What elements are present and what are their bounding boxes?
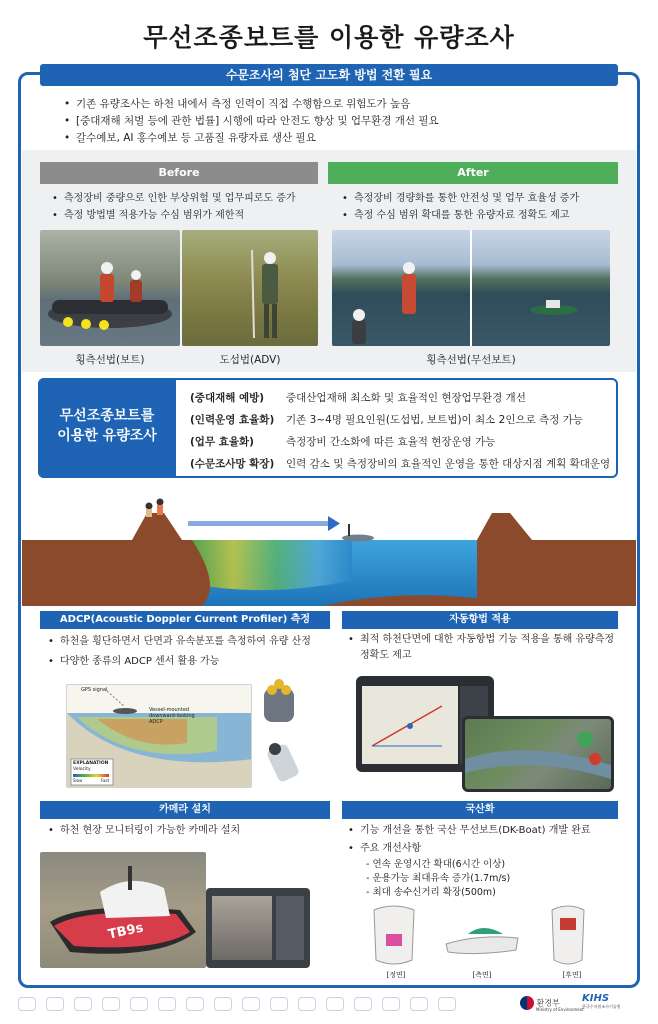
antenna-icon bbox=[326, 997, 344, 1011]
before-bullet: • 측정장비 중량으로 인한 부상위험 및 업무피로도 증가 bbox=[50, 190, 320, 207]
domestic-subs bbox=[366, 858, 510, 900]
adcp-label-gps: GPS signal bbox=[81, 687, 108, 693]
domestic-bullet: • 기능 개선을 통한 국산 무선보트(DK-Boat) 개발 완료 bbox=[346, 822, 622, 840]
domestic-bullets bbox=[346, 822, 622, 858]
effect-text: 인력 감소 및 측정장비의 효율적인 운영을 통한 대상지점 계획 확대운영 bbox=[286, 458, 611, 470]
autonav-bullets bbox=[346, 632, 622, 664]
river-cross-section-illustration bbox=[22, 488, 636, 606]
kihs-mark: KIHS bbox=[582, 993, 610, 1004]
ministry-name-en: Ministry of Environment bbox=[536, 1007, 584, 1012]
adcp-legend-slow: Slow bbox=[73, 778, 83, 783]
camera-bullets bbox=[46, 822, 336, 839]
boat-icon bbox=[102, 997, 120, 1011]
effect-key: (인력운영 효율화) bbox=[190, 414, 275, 426]
before-bullets bbox=[50, 190, 320, 224]
satellite-illustration bbox=[465, 719, 611, 789]
domestic-bullet: • 주요 개선사항 bbox=[346, 840, 622, 858]
intro-bullet: • [중대재해 처벌 등에 관한 법률] 시행에 따라 안전도 향상 및 업무환경 개선 필요 bbox=[62, 113, 622, 130]
effects-title bbox=[38, 378, 176, 478]
boat-icon bbox=[382, 997, 400, 1011]
adcp-profile-illustration bbox=[67, 685, 252, 788]
before-header: Before bbox=[40, 162, 318, 184]
intro-bullets bbox=[62, 96, 622, 147]
domestic-sub: - 최대 송수신거리 확장(500m) bbox=[366, 887, 496, 898]
page-title: 무선조종보트를 이용한 유량조사 bbox=[143, 23, 515, 52]
after-bullet: • 측정장비 경량화를 통한 안전성 및 업무 효율성 증가 bbox=[340, 190, 620, 207]
sensor-icon bbox=[270, 997, 288, 1011]
autonav-bullet: • 최적 하천단면에 대한 자동항법 기능 적용을 통해 유량측정 정확도 제고 bbox=[346, 632, 622, 664]
caption-adv: 도섭법(ADV) bbox=[219, 354, 281, 366]
adcp-bullet: • 다양한 종류의 ADCP 센서 활용 가능 bbox=[46, 652, 336, 672]
effect-text: 기존 3~4명 필요인원(도섭법, 보트법)이 최소 2인으로 측정 가능 bbox=[286, 414, 584, 426]
camera-control-panel bbox=[276, 896, 304, 960]
caption-boat: 횡측선법(보트) bbox=[75, 354, 145, 366]
boat-icon bbox=[438, 997, 456, 1011]
gauge-icon bbox=[74, 997, 92, 1011]
dk-boat-views-illustration bbox=[368, 904, 614, 970]
boat-icon bbox=[410, 997, 428, 1011]
effect-row bbox=[190, 434, 495, 449]
domestic-sub: - 연속 운영시간 확대(6시간 이상) bbox=[366, 859, 506, 870]
adcp-legend-bar bbox=[73, 774, 109, 777]
intro-bullet: • 기존 유량조사는 하천 내에서 측정 인력이 직접 수행함으로 위험도가 높음 bbox=[62, 96, 622, 113]
gauge-icon bbox=[242, 997, 260, 1011]
camera-monitor-photo bbox=[206, 888, 310, 968]
effect-key: (업무 효율화) bbox=[190, 436, 254, 448]
camera-feed bbox=[212, 896, 272, 960]
wading-measurement-photo bbox=[182, 230, 318, 346]
wireless-boat-photo bbox=[332, 230, 610, 346]
after-bullet: • 측정 수심 범위 확대를 통한 유량자료 정확도 제고 bbox=[340, 207, 620, 224]
section-banner: 수문조사의 첨단 고도화 방법 전환 필요 bbox=[40, 64, 618, 86]
effects-title-line1: 무선조종보트를 bbox=[59, 408, 155, 424]
boat-icon bbox=[18, 997, 36, 1011]
adcp-label-vessel: Vessel-mounted downward-looking ADCP bbox=[149, 707, 195, 725]
effect-key: (수문조사망 확장) bbox=[190, 458, 275, 470]
intro-bullet: • 갈수예보, AI 홍수예보 등 고품질 유량자료 생산 필요 bbox=[62, 130, 622, 147]
boat-marking: TB9s bbox=[106, 920, 145, 943]
wireless-boat-illustration bbox=[332, 230, 610, 346]
adcp-sensor-icon bbox=[258, 676, 308, 792]
ministry-name: 환경부 bbox=[536, 998, 560, 1008]
boat-icon bbox=[46, 997, 64, 1011]
caption-wireless-boat: 횡측선법(무선보트) bbox=[426, 354, 516, 366]
boat-icon bbox=[158, 997, 176, 1011]
ministry-logo bbox=[520, 996, 584, 1012]
view-side-label: [측면] bbox=[472, 971, 492, 979]
sensor-icon bbox=[130, 997, 148, 1011]
view-rear-label: [후면] bbox=[562, 971, 582, 979]
before-bullet: • 측정 방법별 적용가능 수심 범위가 제한적 bbox=[50, 207, 320, 224]
wading-illustration bbox=[182, 230, 318, 346]
effect-key: (중대재해 예방) bbox=[190, 392, 265, 404]
adcp-bullet: • 하천을 횡단하면서 단면과 유속분포를 측정하여 유량 산정 bbox=[46, 632, 336, 652]
boat-measurement-photo bbox=[40, 230, 180, 346]
domestic-section-header: 국산화 bbox=[342, 801, 618, 819]
after-bullets bbox=[340, 190, 620, 224]
effect-row bbox=[190, 412, 583, 427]
effect-row bbox=[190, 456, 610, 471]
gauge-icon bbox=[354, 997, 372, 1011]
adcp-section-header: ADCP(Acoustic Doppler Current Profiler) 측정 bbox=[40, 611, 330, 629]
kihs-logo bbox=[582, 993, 621, 1010]
adcp-bullets bbox=[46, 632, 336, 672]
boat-illustration bbox=[40, 230, 180, 346]
adcp-legend-title: EXPLANATION bbox=[73, 761, 109, 766]
autonav-section-header: 자동항법 적용 bbox=[342, 611, 618, 629]
domestic-sub: - 운용가능 최대유속 증가(1.7m/s) bbox=[366, 873, 511, 884]
effects-title-line2: 이용한 유량조사 bbox=[57, 428, 157, 444]
autonav-satellite-screen bbox=[462, 716, 614, 792]
antenna-icon bbox=[186, 997, 204, 1011]
effect-text: 측정장비 간소화에 따른 효율적 현장운영 가능 bbox=[286, 436, 496, 448]
footer-decor-icons bbox=[18, 996, 518, 1016]
adcp-legend-fast: Fast bbox=[101, 778, 110, 783]
after-header: After bbox=[328, 162, 618, 184]
route-illustration bbox=[362, 686, 458, 764]
effect-text: 중대산업재해 최소화 및 효율적인 현장업무환경 개선 bbox=[286, 392, 526, 404]
camera-boat-photo bbox=[40, 852, 206, 968]
view-front-label: [정면] bbox=[386, 971, 406, 979]
boat-icon bbox=[214, 997, 232, 1011]
boat-icon bbox=[298, 997, 316, 1011]
camera-section-header: 카메라 설치 bbox=[40, 801, 330, 819]
camera-bullet: • 하천 현장 모니터링이 가능한 카메라 설치 bbox=[46, 822, 336, 839]
camera-boat-illustration bbox=[40, 852, 206, 968]
adcp-legend-velocity: Velocity bbox=[73, 767, 91, 772]
adcp-profile-figure bbox=[66, 684, 252, 788]
effect-row bbox=[190, 390, 526, 405]
ministry-emblem-icon bbox=[520, 996, 534, 1010]
kihs-name: 한국수자원조사기술원 bbox=[582, 1004, 621, 1009]
